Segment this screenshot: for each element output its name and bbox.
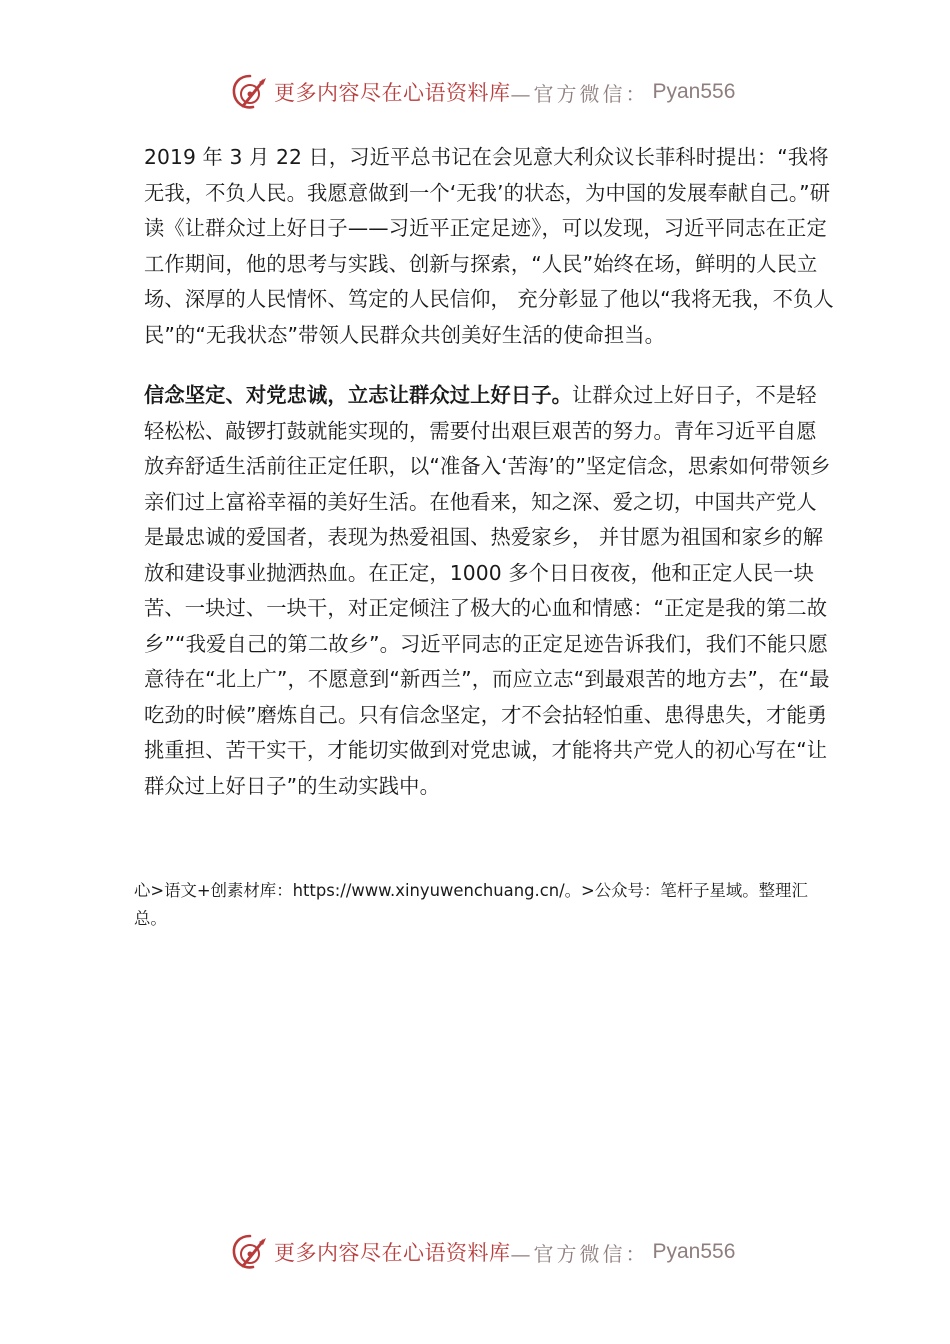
- footer-banner: [230, 1230, 750, 1274]
- paragraph-2-lead: 信念坚定、对党忠诚，立志让群众过上好日子。: [144, 383, 573, 407]
- banner-wechat-id: Pyan556: [652, 1240, 736, 1263]
- logo-icon: [230, 72, 270, 112]
- banner-slogan: 更多内容尽在心语资料库: [274, 81, 511, 105]
- banner-slogan: 更多内容尽在心语资料库: [274, 1241, 511, 1265]
- banner-label: —官方微信：: [510, 81, 649, 106]
- banner-label: —官方微信：: [510, 1241, 649, 1266]
- logo-icon: [230, 1232, 270, 1272]
- banner-wechat-id: Pyan556: [652, 80, 736, 103]
- paragraph-2-text: 让群众过上好日子，不是轻轻松松、敲锣打鼓就能实现的，需要付出艰巨艰苦的努力。青年习近平自愿放弃舒适生活前往正定任职，以“准备入‘苦海’的”坚定信念，思索如何带领乡亲们过上富裕幸福的美好生活。在他看来，知之深、爱之切，中国共产党人是最忠诚的爱国者，表现为热爱祖国、热爱家乡， 并甘愿为祖国和家乡的解放和建设事业抛洒热血。在正定，1000 多个日日夜夜，他和正定人民一块苦、一块过、一块干，对正定倾注了极大的心血和情感：“正定是我的第二故乡”“我爱自己的第二故乡”。习近平同志的正定足迹告诉我们，我们不能只愿意待在“北上广”，不愿意到“新西兰”，而应立志“到最艰苦的地方去”，在“最吃劲的时候”磨炼自己。只有信念坚定，才不会拈轻怕重、患得患失，才能勇挑重担、苦干实干，才能切实做到对党忠诚，才能将共产党人的初心写在“让群众过上好日子”的生动实践中。: [144, 383, 831, 798]
- paragraph-1: 2019 年 3 月 22 日，习近平总书记在会见意大利众议长菲科时提出：“我将无我，不负人民。我愿意做到一个‘无我’的状态，为中国的发展奉献自己。”研读《让群众过上好日子——习近平正定足迹》，可以发现，习近平同志在正定工作期间，他的思考与实践、创新与探索，“人民”始终在场，鲜明的人民立场、深厚的人民情怀、笃定的人民信仰， 充分彰显了他以“我将无我，不负人民”的“无我状态”带领人民群众共创美好生活的使命担当。: [144, 145, 834, 347]
- paragraph-2: [144, 378, 836, 804]
- source-footnote: 心>语文+创素材库：https://www.xinyuwenchuang.cn/。>公众号：笔杆子星域。整理汇总。: [134, 881, 808, 928]
- document-body: [144, 140, 836, 804]
- header-banner: [230, 70, 750, 114]
